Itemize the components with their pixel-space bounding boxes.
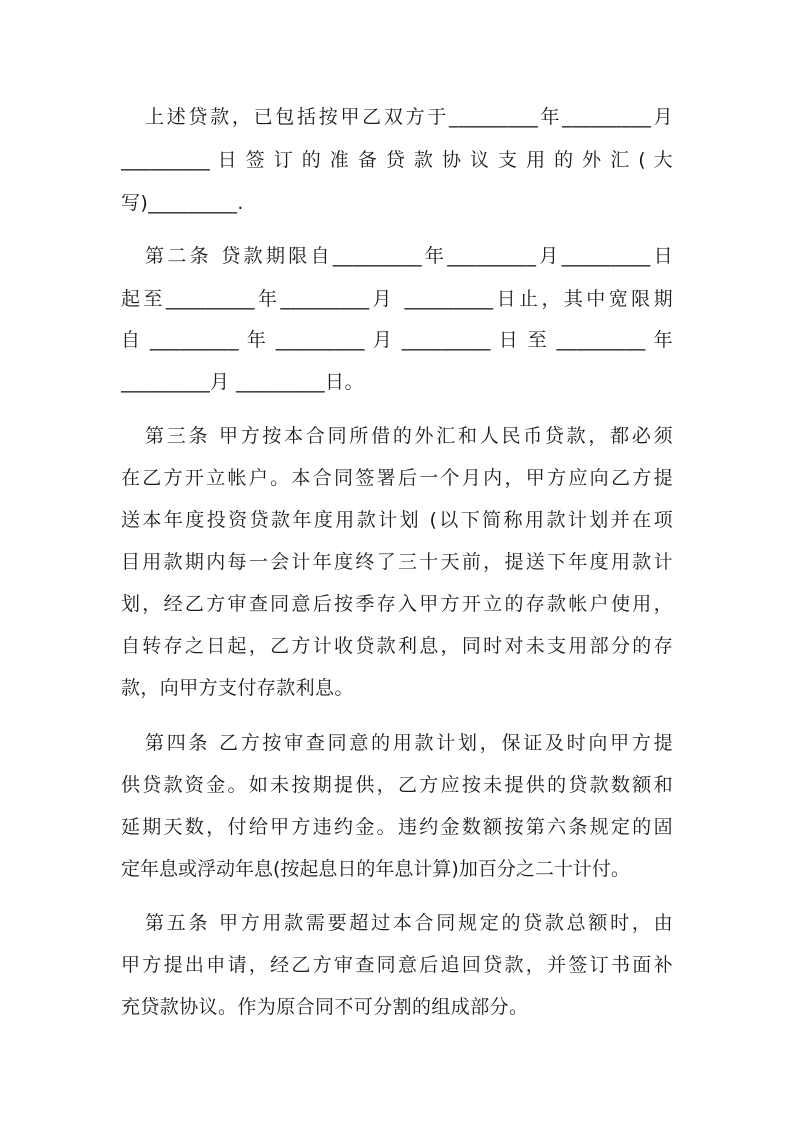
paragraph-3-line-7: 款，向甲方支付存款利息。 — [121, 677, 354, 699]
paragraph-2-line-2: 起至_________年_________月 _________日止，其中宽限期 — [121, 288, 673, 310]
paragraph-5-line-2: 甲方提出申请，经乙方审查同意后追回贷款，并签订书面补 — [121, 954, 673, 976]
paragraph-2-line-4: _________月 _________日。 — [121, 371, 364, 393]
paragraph-4-line-3: 延期天数，付给甲方违约金。违约金数额按第六条规定的固 — [121, 816, 673, 838]
paragraph-4-line-1: 第四条 乙方按审查同意的用款计划，保证及时向甲方提 — [145, 732, 673, 754]
paragraph-1-line-3: 写)_________. — [121, 192, 244, 214]
paragraph-4-line-4: 定年息或浮动年息(按起息日的年息计算)加百分之二十计付。 — [121, 858, 630, 880]
paragraph-1-line-1: 上述贷款，已包括按甲乙双方于_________年_________月 — [145, 106, 673, 128]
paragraph-3-line-5: 划，经乙方审查同意后按季存入甲方开立的存款帐户使用， — [121, 593, 673, 615]
paragraph-3-line-6: 自转存之日起，乙方计收贷款利息，同时对未支用部分的存 — [121, 635, 673, 657]
paragraph-3-line-1: 第三条 甲方按本合同所借的外汇和人民币贷款，都必须 — [145, 425, 673, 447]
paragraph-2-line-3: 自 _________ 年 _________ 月 _________ 日 至 _________ 年 — [121, 329, 673, 351]
paragraph-5-line-3: 充贷款协议。作为原合同不可分割的组成部分。 — [121, 996, 529, 1018]
paragraph-3-line-2: 在乙方开立帐户。本合同签署后一个月内，甲方应向乙方提 — [121, 467, 673, 489]
paragraph-3-line-4: 目用款期内每一会计年度终了三十天前，提送下年度用款计 — [121, 551, 673, 573]
paragraph-5-line-1: 第五条 甲方用款需要超过本合同规定的贷款总额时，由 — [145, 912, 673, 934]
paragraph-4-line-2: 供贷款资金。如未按期提供，乙方应按未提供的贷款数额和 — [121, 774, 673, 796]
paragraph-1-line-2: _________ 日 签 订 的 准 备 贷 款 协 议 支 用 的 外 汇 ( 大 — [121, 149, 673, 171]
paragraph-3-line-3: 送本年度投资贷款年度用款计划 (以下简称用款计划并在项 — [121, 509, 673, 531]
paragraph-2-line-1: 第二条 贷款期限自_________年_________月_________日 — [145, 245, 673, 267]
